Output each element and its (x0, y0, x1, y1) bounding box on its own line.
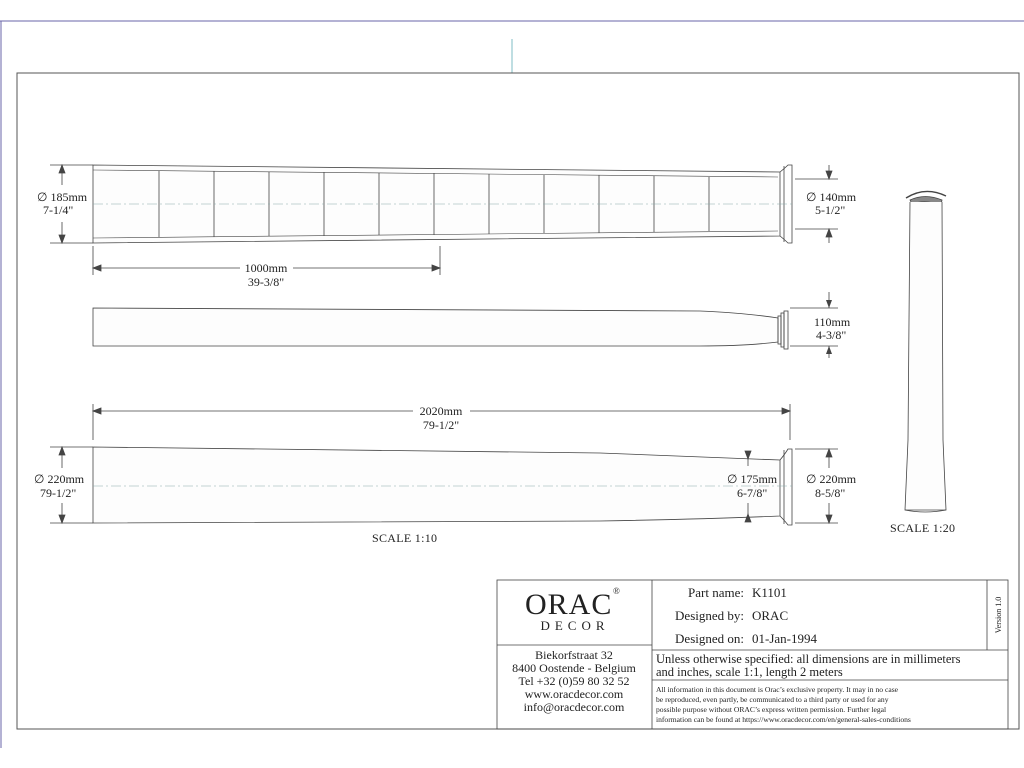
legal-line-1: All information in this document is Orac’s exclusive property. It may in no case (656, 685, 899, 694)
legal-line-4: information can be found at https://www.oracdecor.com/en/general-sales-conditions (656, 715, 911, 724)
mid-right-dimension-mm: 110mm (814, 315, 851, 329)
top-left-diameter-mm: ∅ 185mm (37, 190, 88, 204)
side-perspective-column (905, 191, 946, 512)
bottom-view-shaft (93, 447, 792, 525)
legal-line-3: possible purpose without ORAC’s express written permission. Further legal (656, 705, 887, 714)
top-left-diameter-in: 7-1/4" (43, 203, 74, 217)
company-phone: Tel +32 (0)59 80 32 52 (518, 674, 630, 688)
top-right-diameter-mm: ∅ 140mm (806, 190, 857, 204)
top-view-fluted-shaft (93, 165, 792, 243)
main-scale-label: SCALE 1:10 (372, 531, 438, 545)
designed-by-value: ORAC (752, 608, 789, 623)
bottom-left-diameter-in: 79-1/2" (40, 486, 77, 500)
legal-line-2: be reproduced, even partly, be communicated to a third party or used for any (656, 695, 889, 704)
dimension-note-line-1: Unless otherwise specified: all dimensions are in millimeters (656, 652, 961, 666)
company-email: info@oracdecor.com (523, 700, 625, 714)
mid-right-dimension-in: 4-3/8" (816, 328, 847, 342)
bottom-neck-diameter-mm: ∅ 175mm (727, 472, 778, 486)
bottom-right-diameter-mm: ∅ 220mm (806, 472, 857, 486)
side-scale-label: SCALE 1:20 (890, 521, 956, 535)
span-1000-mm: 1000mm (244, 261, 288, 275)
overall-length-in: 79-1/2" (422, 418, 460, 432)
designed-on-label: Designed on: (675, 631, 744, 646)
company-street: Biekorfstraat 32 (535, 648, 613, 662)
designed-on-value: 01-Jan-1994 (752, 631, 817, 646)
bottom-left-diameter-mm: ∅ 220mm (34, 472, 85, 486)
version-label: Version 1.0 (994, 596, 1003, 634)
sheet-frame (0, 21, 1024, 748)
logo-decor: DECOR (540, 618, 610, 633)
part-name-label: Part name: (688, 585, 744, 600)
company-website: www.oracdecor.com (524, 687, 624, 701)
overall-length-mm: 2020mm (419, 404, 463, 418)
designed-by-label: Designed by: (675, 608, 744, 623)
company-city: 8400 Oostende - Belgium (512, 661, 636, 675)
top-right-diameter-in: 5-1/2" (815, 203, 846, 217)
bottom-neck-diameter-in: 6-7/8" (737, 486, 768, 500)
span-1000-in: 39-3/8" (247, 275, 285, 289)
logo-registered-mark: ® (613, 586, 620, 596)
dimension-note-line-2: and inches, scale 1:1, length 2 meters (656, 665, 843, 679)
part-name-value: K1101 (752, 585, 787, 600)
middle-view-plain-shaft (93, 292, 838, 358)
bottom-right-diameter-in: 8-5/8" (815, 486, 846, 500)
logo-orac: ORAC (525, 588, 613, 621)
